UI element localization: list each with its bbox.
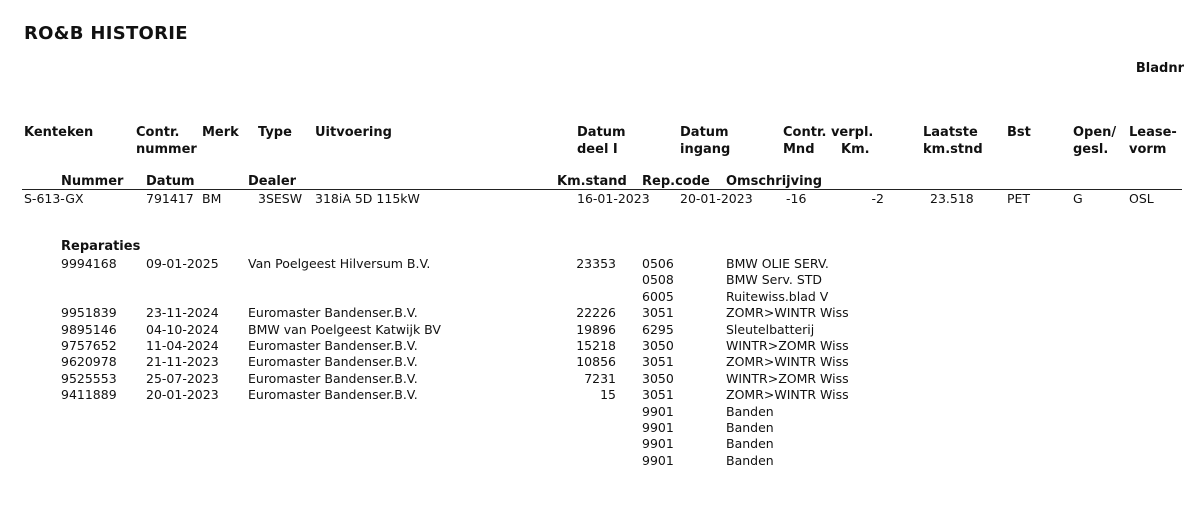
repair-kmstand: 19896	[576, 321, 616, 337]
header-datum-ingang-line2: ingang	[680, 142, 731, 157]
header-lease-line1: Lease-	[1129, 125, 1177, 140]
repair-dealer: Euromaster Bandenser.B.V.	[248, 387, 418, 403]
repair-omschrijving: Banden	[726, 403, 774, 419]
repair-nummer: 9525553	[61, 370, 117, 386]
repair-nummer: 9757652	[61, 338, 117, 353]
vehicle-mnd: -16	[786, 191, 807, 206]
header-divider	[22, 189, 1182, 190]
repair-code: 6295	[642, 321, 674, 337]
repair-code: 9901	[642, 436, 674, 452]
subheader-dealer: Dealer	[248, 174, 297, 189]
repair-omschrijving: Ruitewiss.blad V	[726, 288, 829, 304]
repair-omschrijving: WINTR>ZOMR Wiss	[726, 338, 849, 353]
repair-datum: 25-07-2023	[146, 370, 219, 386]
repair-datum: 11-04-2024	[146, 338, 219, 353]
repair-code: 9901	[642, 403, 674, 419]
header-open-line1: Open/	[1073, 125, 1117, 140]
repair-omschrijving: Banden	[726, 436, 774, 452]
vehicle-leasevorm: OSL	[1129, 191, 1154, 206]
header-type: Type	[258, 125, 292, 140]
repair-omschrijving: ZOMR>WINTR Wiss	[726, 305, 849, 321]
repair-kmstand: 22226	[576, 305, 616, 321]
subheader-datum: Datum	[146, 174, 195, 189]
vehicle-uitvoering: 318iA 5D 115kW	[315, 191, 420, 206]
vehicle-kenteken: S-613-GX	[24, 191, 84, 206]
header-contr-km: Km.	[841, 142, 870, 157]
repair-code: 3051	[642, 387, 674, 403]
repair-omschrijving: Banden	[726, 452, 774, 468]
repair-code: 3050	[642, 370, 674, 386]
repair-code: 3051	[642, 354, 674, 370]
header-uitvoering: Uitvoering	[315, 125, 392, 140]
header-datum-deel-line2: deel I	[577, 142, 618, 157]
repair-nummer: 9411889	[61, 387, 117, 403]
repair-dealer: BMW van Poelgeest Katwijk BV	[248, 321, 441, 337]
reparaties-heading: Reparaties	[61, 239, 141, 254]
repair-dealer: Euromaster Bandenser.B.V.	[248, 354, 418, 370]
repair-code: 0508	[642, 272, 674, 288]
repair-dealer: Euromaster Bandenser.B.V.	[248, 338, 418, 353]
repair-kmstand: 10856	[576, 354, 616, 370]
repair-code: 3050	[642, 338, 674, 353]
bladnr-label: Bladnr	[1135, 61, 1184, 76]
subheader-repcode: Rep.code	[642, 174, 710, 189]
header-open-line2: gesl.	[1073, 142, 1109, 157]
page-title: RO&B HISTORIE	[24, 23, 188, 44]
subheader-kmstand: Km.stand	[557, 174, 627, 189]
repair-kmstand: 7231	[584, 370, 616, 386]
repair-code: 0506	[642, 256, 674, 271]
vehicle-open-gesl: G	[1073, 191, 1083, 206]
vehicle-datum-deel1: 16-01-2023	[577, 191, 650, 206]
repair-nummer: 9620978	[61, 354, 117, 370]
header-contr-verpl: Contr. verpl.	[783, 125, 874, 140]
vehicle-contract: 791417	[146, 191, 194, 206]
repair-datum: 21-11-2023	[146, 354, 219, 370]
header-contr-nummer-line2: nummer	[136, 142, 197, 157]
header-datum-deel-line1: Datum	[577, 125, 626, 140]
header-kenteken: Kenteken	[24, 125, 94, 140]
repair-dealer: Euromaster Bandenser.B.V.	[248, 370, 418, 386]
repair-code: 6005	[642, 288, 674, 304]
header-datum-ingang-line1: Datum	[680, 125, 729, 140]
vehicle-type: 3SESW	[258, 191, 303, 206]
repair-kmstand: 23353	[576, 256, 616, 271]
header-contr-nummer-line1: Contr.	[136, 125, 180, 140]
vehicle-bst: PET	[1007, 191, 1031, 206]
repair-omschrijving: Banden	[726, 420, 774, 435]
repair-dealer: Van Poelgeest Hilversum B.V.	[248, 256, 431, 271]
vehicle-datum-ingang: 20-01-2023	[680, 191, 753, 206]
header-lease-line2: vorm	[1129, 142, 1167, 157]
repair-omschrijving: ZOMR>WINTR Wiss	[726, 354, 849, 370]
header-laatste-line1: Laatste	[923, 125, 978, 140]
header-bst: Bst	[1007, 125, 1031, 140]
repair-nummer: 9951839	[61, 305, 117, 321]
vehicle-laatste-km: 23.518	[930, 191, 974, 206]
repair-dealer: Euromaster Bandenser.B.V.	[248, 305, 418, 321]
repair-omschrijving: BMW Serv. STD	[726, 272, 823, 288]
repair-nummer: 9895146	[61, 321, 117, 337]
repair-code: 9901	[642, 420, 674, 435]
repair-omschrijving: WINTR>ZOMR Wiss	[726, 370, 849, 386]
repair-omschrijving: Sleutelbatterij	[726, 321, 815, 337]
repair-datum: 04-10-2024	[146, 321, 219, 337]
repair-datum: 23-11-2024	[146, 305, 219, 321]
vehicle-km: -2	[871, 191, 884, 206]
repair-code: 9901	[642, 452, 674, 468]
subheader-omschrijving: Omschrijving	[726, 174, 823, 189]
vehicle-merk: BM	[202, 191, 222, 206]
repair-nummer: 9994168	[61, 256, 117, 271]
repair-datum: 20-01-2023	[146, 387, 219, 403]
header-laatste-line2: km.stnd	[923, 142, 983, 157]
subheader-nummer: Nummer	[61, 174, 124, 189]
repair-code: 3051	[642, 305, 674, 321]
repair-omschrijving: ZOMR>WINTR Wiss	[726, 387, 849, 403]
header-contr-mnd: Mnd	[783, 142, 815, 157]
header-merk: Merk	[202, 125, 239, 140]
repair-kmstand: 15	[600, 387, 616, 403]
repair-kmstand: 15218	[576, 338, 616, 353]
repair-omschrijving: BMW OLIE SERV.	[726, 256, 829, 271]
repair-datum: 09-01-2025	[146, 256, 219, 271]
